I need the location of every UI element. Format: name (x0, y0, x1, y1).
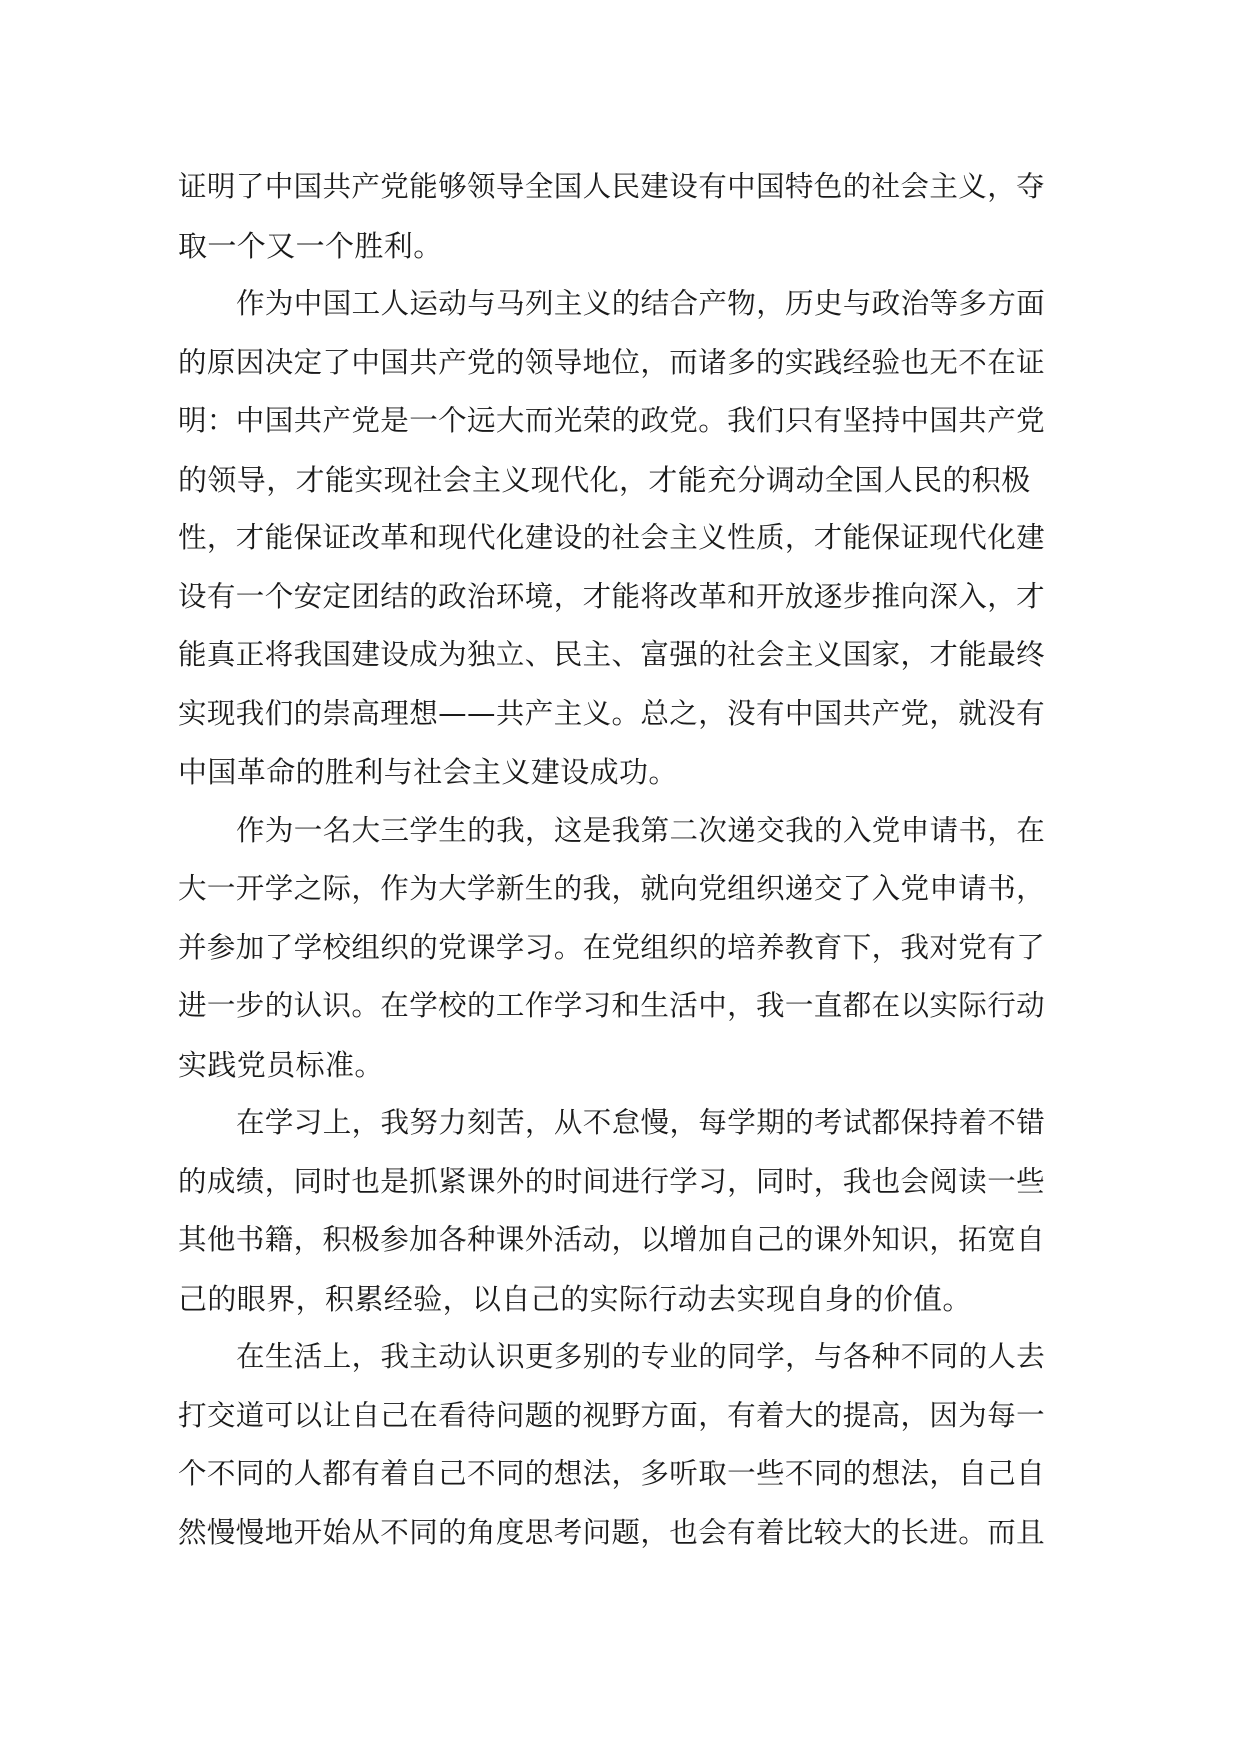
text-line: 明：中国共产党是一个远大而光荣的政党。我们只有坚持中国共产党 (178, 404, 1046, 437)
text-line: 然慢慢地开始从不同的角度思考问题，也会有着比较大的长进。而且 (178, 1515, 1046, 1549)
text-line: 其他书籍，积极参加各种课外活动，以增加自己的课外知识，拓宽自 (178, 1223, 1046, 1256)
text-line: 设有一个安定团结的政治环境，才能将改革和开放逐步推向深入，才 (178, 579, 1046, 613)
text-line: 中国革命的胜利与社会主义建设成功。 (178, 755, 678, 789)
text-line: 个不同的人都有着自己不同的想法，多听取一些不同的想法，自己自 (178, 1457, 1046, 1490)
text-line: 打交道可以让自己在看待问题的视野方面，有着大的提高，因为每一 (178, 1398, 1046, 1432)
document-body (178, 158, 1058, 1562)
text-line: 己的眼界，积累经验，以自己的实际行动去实现自身的价值。 (178, 1281, 972, 1316)
paragraph-first-line: 在生活上，我主动认识更多别的专业的同学，与各种不同的人去 (236, 1340, 1046, 1373)
paragraph-first-line: 在学习上，我努力刻苦，从不怠慢，每学期的考试都保持着不错 (236, 1106, 1046, 1139)
text-line: 能真正将我国建设成为独立、民主、富强的社会主义国家，才能最终 (178, 638, 1046, 671)
text-line: 的领导，才能实现社会主义现代化，才能充分调动全国人民的积极 (178, 462, 1031, 497)
text-line: 实现我们的崇高理想——共产主义。总之，没有中国共产党，就没有 (178, 696, 1046, 730)
paragraph-first-line: 作为中国工人运动与马列主义的结合产物，历史与政治等多方面 (236, 287, 1046, 320)
text-line: 并参加了学校组织的党课学习。在党组织的培养教育下，我对党有了 (178, 930, 1046, 964)
text-line: 大一开学之际，作为大学新生的我，就向党组织递交了入党申请书， (178, 872, 1046, 905)
text-line: 证明了中国共产党能够领导全国人民建设有中国特色的社会主义，夺 (178, 170, 1046, 203)
paragraph-first-line: 作为一名大三学生的我，这是我第二次递交我的入党申请书，在 (236, 813, 1046, 847)
text-line: 的成绩，同时也是抓紧课外的时间进行学习，同时，我也会阅读一些 (178, 1164, 1046, 1198)
text-line: 取一个又一个胜利。 (178, 228, 443, 263)
text-line: 性，才能保证改革和现代化建设的社会主义性质，才能保证现代化建 (178, 521, 1046, 554)
text-line: 的原因决定了中国共产党的领导地位，而诸多的实践经验也无不在证 (178, 345, 1046, 379)
text-line: 实践党员标准。 (178, 1047, 384, 1082)
text-line: 进一步的认识。在学校的工作学习和生活中，我一直都在以实际行动 (178, 989, 1046, 1022)
